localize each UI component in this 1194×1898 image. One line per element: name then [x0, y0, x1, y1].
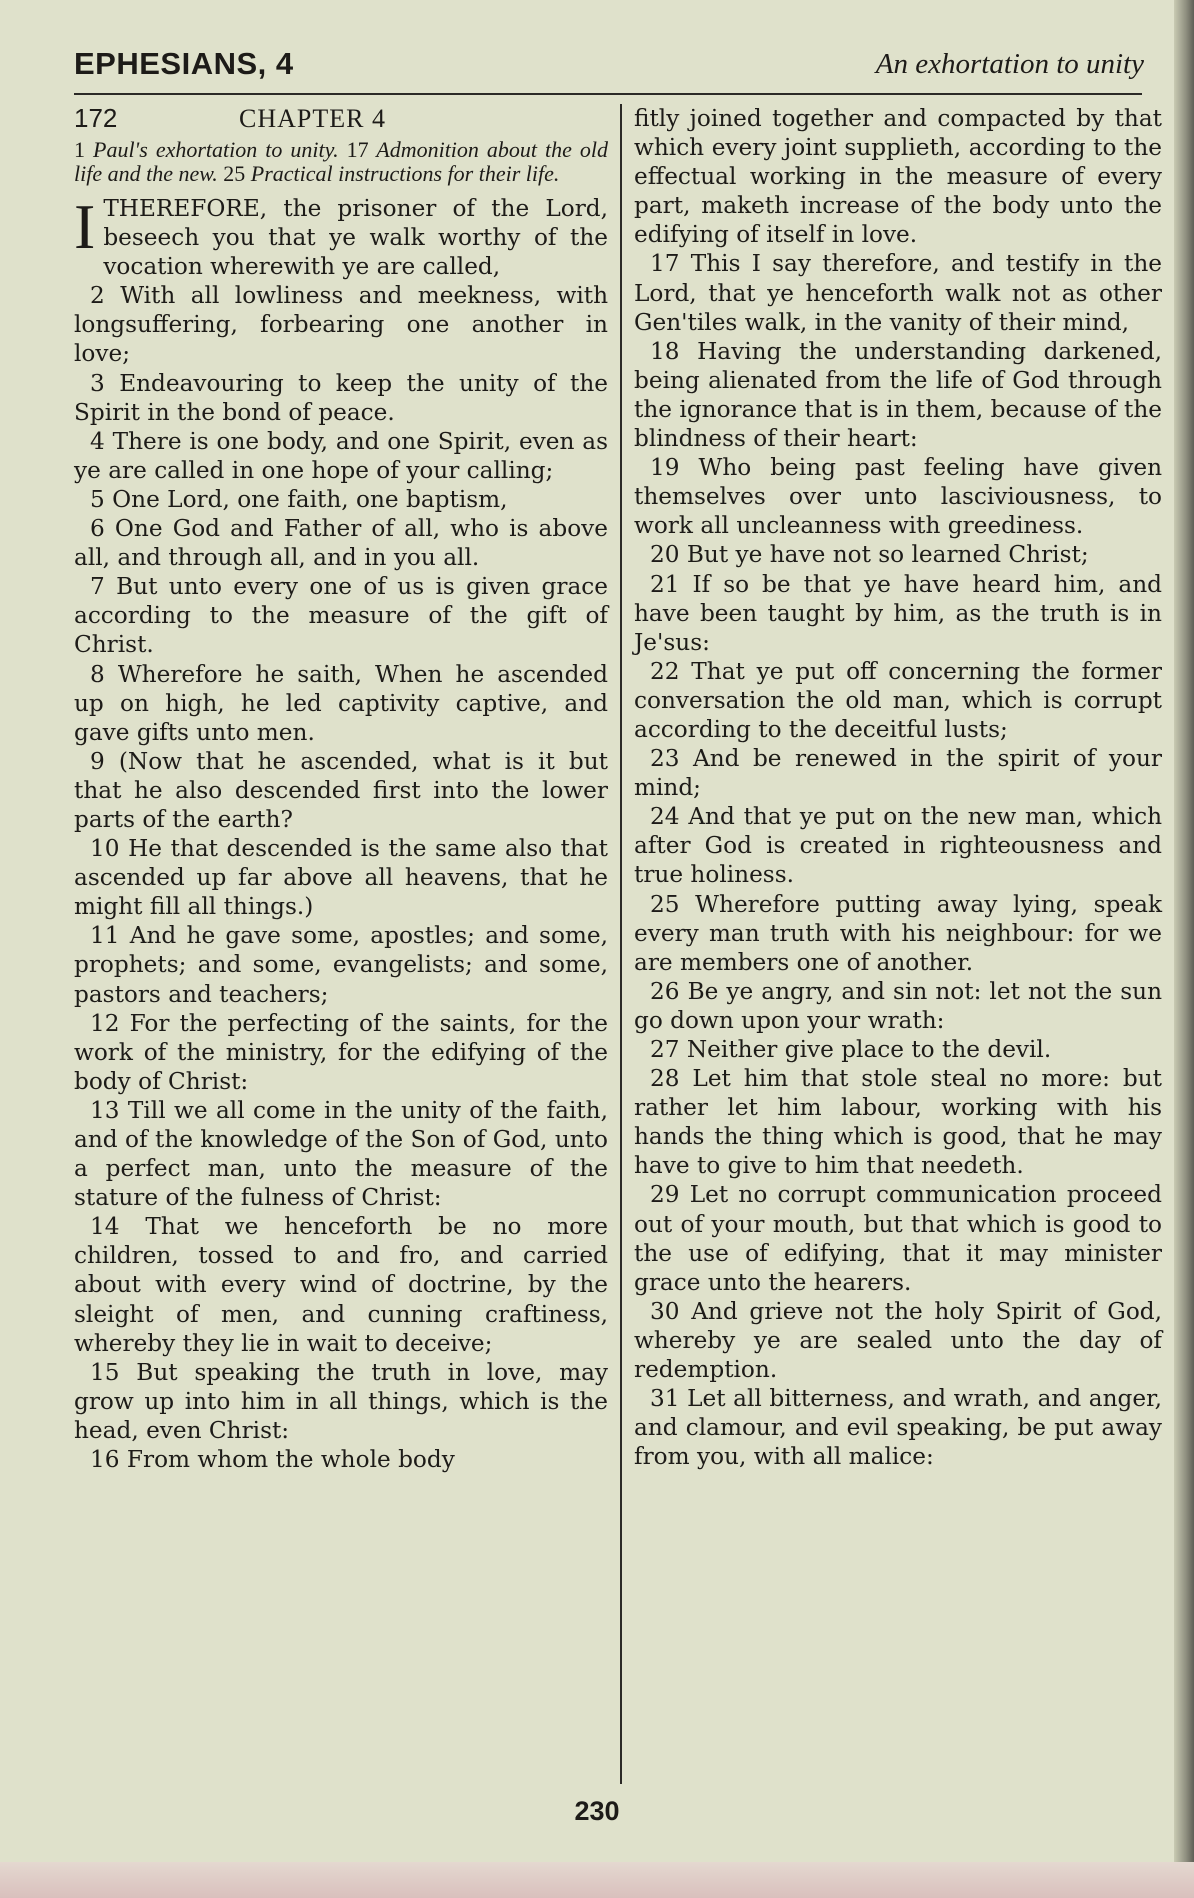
verse — [74, 369, 608, 427]
verse-number: 24 — [650, 803, 680, 831]
summary-number: 1 — [74, 137, 85, 162]
left-column — [74, 104, 608, 1474]
verse-number: 3 — [90, 369, 105, 397]
verse-text: This I say therefore, and testify in the Lord, that ye henceforth walk not as other Gen'tiles walk, in the vanity of their mind, — [634, 250, 1162, 336]
verse — [74, 1358, 608, 1445]
verse-text: One Lord, one faith, one baptism, — [112, 485, 508, 513]
verse-text: (Now that he ascended, what is it but that he also descended first into the lower parts of the earth? — [74, 747, 608, 833]
verse-text: Let all bitterness, and wrath, and anger, and clamour, and evil speaking, be put away from you, with all malice: — [634, 1385, 1163, 1471]
verse-text: But ye have not so learned Christ; — [686, 541, 1089, 569]
verse-number: 23 — [650, 745, 680, 773]
left-verse-list — [74, 191, 609, 1474]
verse-number: 4 — [90, 427, 105, 455]
verse — [74, 1212, 608, 1357]
verse-number: 30 — [650, 1297, 680, 1325]
verse-number: 6 — [90, 515, 105, 543]
verse — [634, 570, 1162, 657]
verse — [74, 572, 608, 659]
verse-text: And he gave some, apostles; and some, prophets; and some, evangelists; and some, pastors and teachers; — [74, 922, 608, 1008]
verse — [634, 1064, 1162, 1180]
verse-text: But unto every one of us is given grace according to the measure of the gift of Christ. — [74, 573, 608, 659]
verse-number: 8 — [90, 660, 105, 688]
verse — [74, 747, 608, 834]
summary-text: Practical instructions for their life. — [250, 161, 560, 186]
verse-number: 26 — [650, 977, 680, 1005]
verse — [634, 1035, 1162, 1064]
verse-text: fitly joined together and compacted by that which every joint supplieth, according to the effectual working in the measure of every part, maketh increase of the body unto the edifying of itself in love. — [634, 105, 1162, 249]
verse-text: Wherefore he saith, When he ascended up on high, he led captivity captive, and gave gifts unto men. — [74, 660, 608, 746]
verse-number: 5 — [90, 485, 105, 513]
chapter-summary — [74, 138, 608, 186]
summary-text: Admonition about the old life and the new. — [74, 137, 609, 186]
verse-text: But speaking the truth in love, may grow up into him in all things, which is the head, even Christ: — [74, 1358, 608, 1444]
verse-number: 20 — [650, 541, 680, 569]
running-title: An exhortation to unity — [875, 48, 1144, 80]
verse-text: Let no corrupt communication proceed out of your mouth, but that which is good to the use of edifying, that it may minister grace unto the hearers. — [634, 1181, 1162, 1296]
verse-number: 7 — [90, 573, 105, 601]
page-edge-shadow — [1174, 0, 1194, 1898]
verse — [634, 977, 1162, 1035]
right-column — [634, 104, 1162, 1471]
verse — [634, 1384, 1162, 1471]
verse-text: And grieve not the holy Spirit of God, whereby ye are sealed unto the day of redemption. — [634, 1297, 1162, 1384]
verse — [634, 890, 1162, 977]
verse — [634, 1180, 1162, 1296]
verse-text: Endeavouring to keep the unity of the Spirit in the bond of peace. — [74, 369, 608, 426]
verse — [634, 337, 1162, 453]
verse-text: That we henceforth be no more children, tossed to and fro, and carried about with every wind of doctrine, by the sleight of men, and cunning craftiness, whereby they lie in wait to deceive; — [74, 1213, 609, 1357]
verse-number: 25 — [650, 890, 680, 918]
verse — [634, 104, 1162, 249]
verse-text: Wherefore putting away lying, speak every man truth with his neighbour: for we are members one of another. — [634, 890, 1163, 976]
verse-number: 9 — [90, 747, 105, 775]
verse — [634, 802, 1162, 889]
page-bottom-edge — [0, 1862, 1194, 1898]
verse — [74, 834, 608, 921]
verse — [74, 1445, 608, 1474]
verse-text: From whom the whole body — [126, 1446, 455, 1474]
verse — [634, 657, 1162, 744]
verse-number: 22 — [650, 657, 680, 685]
verse-text: Be ye angry, and sin not: let not the sun go down upon your wrath: — [634, 977, 1163, 1034]
verse-text: Let him that stole steal no more: but rather let him labour, working with his hands the thing which is good, that he may have to give to him that needeth. — [634, 1065, 1162, 1180]
verse-number: 31 — [650, 1385, 680, 1413]
running-header — [74, 46, 1144, 94]
verse-text: Having the understanding darkened, being alienated from the life of God through the ignorance that is in them, because of the blindness of their heart: — [634, 337, 1162, 453]
verse — [634, 744, 1162, 802]
drop-cap: I — [74, 191, 96, 262]
verse-text: Neither give place to the devil. — [686, 1036, 1052, 1063]
header-rule — [74, 93, 1142, 95]
verse — [634, 453, 1162, 540]
verse — [74, 427, 608, 485]
verse-text: With all lowliness and meekness, with longsuffering, forbearing one another in love; — [74, 282, 609, 368]
right-verse-list — [634, 104, 1162, 1471]
verse-text: Till we all come in the unity of the faith, and of the knowledge of the Son of God, unto a perfect man, unto the measure of the stature of the fulness of Christ: — [74, 1096, 608, 1212]
verse-text: He that descended is the same also that ascended up far above all heavens, that he might fill all things.) — [74, 835, 609, 921]
verse-text: For the perfecting of the saints, for the work of the ministry, for the edifying of the body of Christ: — [74, 1009, 608, 1095]
verse-text: One God and Father of all, who is above all, and through all, and in you all. — [74, 515, 609, 572]
verse-number: 14 — [90, 1213, 120, 1241]
book-and-chapter: EPHESIANS, 4 — [74, 46, 294, 81]
summary-text: Paul's exhortation to unity. — [93, 137, 339, 162]
verse-text: And that ye put on the new man, which after God is created in righteousness and true holiness. — [634, 803, 1163, 889]
verse-text: That ye put off concerning the former conversation the old man, which is corrupt according to the deceitful lusts; — [634, 657, 1163, 743]
verse-number: 21 — [650, 570, 680, 598]
verse — [634, 1297, 1162, 1384]
verse-text: If so be that ye have heard him, and have been taught by him, as the truth is in Je'sus: — [634, 570, 1162, 656]
verse-number: 2 — [90, 282, 105, 310]
verse — [74, 514, 608, 572]
verse — [74, 485, 608, 514]
verse — [74, 921, 608, 1008]
summary-number: 25 — [223, 161, 246, 186]
verse — [74, 281, 608, 368]
verse-text: There is one body, and one Spirit, even as ye are called in one hope of your calling; — [74, 427, 608, 484]
verse-number: 18 — [650, 337, 680, 365]
verse — [634, 540, 1162, 569]
chapter-title: CHAPTER 4 — [239, 104, 386, 133]
chapter-chronology-number: 172 — [74, 103, 118, 133]
verse-number: 27 — [650, 1036, 680, 1063]
verse-number: 13 — [90, 1096, 120, 1124]
verse — [74, 660, 608, 747]
chapter-heading — [74, 104, 608, 138]
verse — [74, 1096, 608, 1212]
verse-number: 16 — [90, 1446, 120, 1474]
verse — [74, 1009, 608, 1096]
verse-number: 28 — [650, 1065, 680, 1093]
verse-text: Who being past feeling have given themselves over unto lasciviousness, to work all uncleanness with greediness. — [634, 454, 1162, 540]
verse-number: 17 — [650, 250, 680, 278]
verse — [74, 191, 608, 281]
verse-number: 15 — [90, 1358, 120, 1386]
verse-number: 10 — [90, 835, 120, 863]
verse-number: 11 — [90, 922, 120, 950]
verse-number: 19 — [650, 454, 680, 482]
verse-text: THEREFORE, the prisoner of the Lord, beseech you that ye walk worthy of the vocation wherewith ye are called, — [103, 195, 608, 281]
verse-number: 29 — [650, 1181, 680, 1209]
verse — [634, 249, 1162, 336]
page-number: 230 — [574, 1796, 620, 1826]
verse-text: And be renewed in the spirit of your mind; — [634, 745, 1162, 802]
verse-number: 12 — [90, 1009, 120, 1037]
column-divider — [620, 104, 622, 1784]
summary-number: 17 — [346, 137, 369, 162]
